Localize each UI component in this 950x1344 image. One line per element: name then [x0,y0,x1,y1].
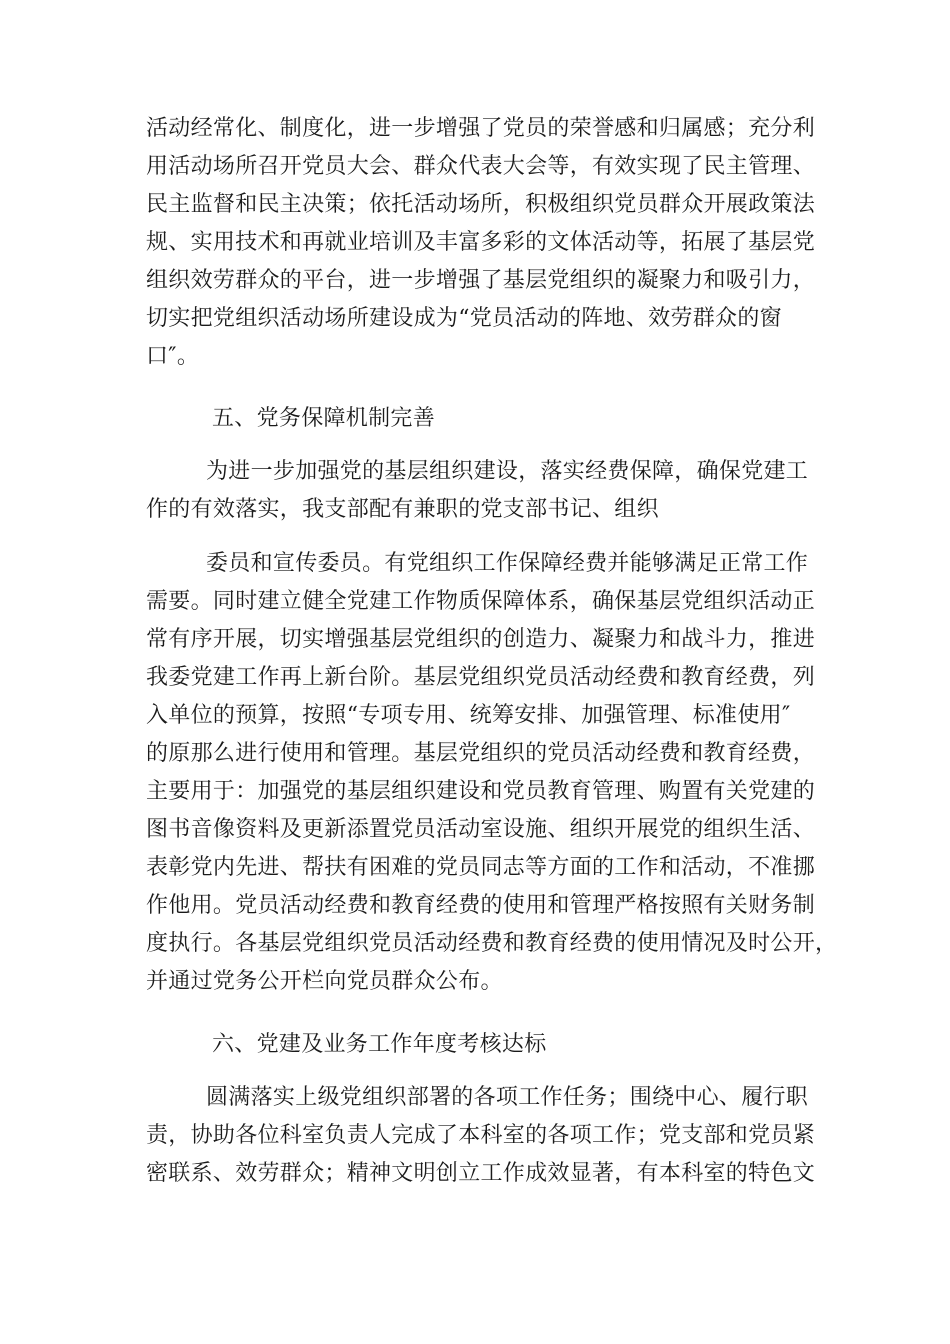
body-text-line: 图书音像资料及更新添置党员活动室设施、组织开展党的组织生活、 [146,817,816,842]
section-heading: 五、党务保障机制完善 [212,406,436,431]
body-text-line: 委员和宣传委员。有党组织工作保障经费并能够满足正常工作 [206,551,809,576]
body-text-line: 作的有效落实，我支部配有兼职的党支部书记、组织 [146,497,659,522]
body-text-line: 活动经常化、制度化，进一步增强了党员的荣誉感和归属感；充分利 [146,116,816,141]
body-text-line: 常有序开展，切实增强基层党组织的创造力、凝聚力和战斗力，推进 [146,627,816,652]
body-text-line: 主要用于：加强党的基层组织建设和党员教育管理、购置有关党建的 [146,779,816,804]
body-text-line: 表彰党内先进、帮扶有困难的党员同志等方面的工作和活动，不准挪 [146,855,816,880]
body-text-line: 组织效劳群众的平台，进一步增强了基层党组织的凝聚力和吸引力， [146,268,816,293]
body-text-line: 入单位的预算，按照“专项专用、统筹安排、加强管理、标准使用″ [146,703,791,728]
body-text-line: 为进一步加强党的基层组织建设，落实经费保障，确保党建工 [206,459,809,484]
body-text-line: 切实把党组织活动场所建设成为“党员活动的阵地、效劳群众的窗 [146,306,782,331]
body-text-line: 民主监督和民主决策；依托活动场所，积极组织党员群众开展政策法 [146,192,816,217]
body-text-line: 圆满落实上级党组织部署的各项工作任务；围绕中心、履行职 [206,1085,809,1110]
body-text-line: 规、实用技术和再就业培训及丰富多彩的文体活动等，拓展了基层党 [146,230,816,255]
body-text-line: 度执行。各基层党组织党员活动经费和教育经费的使用情况及时公开， [146,931,838,956]
body-text-line: 用活动场所召开党员大会、群众代表大会等，有效实现了民主管理、 [146,154,816,179]
body-text-line: 责，协助各位科室负责人完成了本科室的各项工作；党支部和党员紧 [146,1123,816,1148]
body-text-line: 的原那么进行使用和管理。基层党组织的党员活动经费和教育经费， [146,741,816,766]
body-text-line: 我委党建工作再上新台阶。基层党组织党员活动经费和教育经费，列 [146,665,816,690]
section-heading: 六、党建及业务工作年度考核达标 [212,1032,547,1057]
body-text-line: 并通过党务公开栏向党员群众公布。 [146,969,503,994]
body-text-line: 需要。同时建立健全党建工作物质保障体系，确保基层党组织活动正 [146,589,816,614]
body-text-line: 密联系、效劳群众；精神文明创立工作成效显著，有本科室的特色文 [146,1161,816,1186]
body-text-line: 作他用。党员活动经费和教育经费的使用和管理严格按照有关财务制 [146,893,816,918]
body-text-line: 口″。 [146,344,200,369]
